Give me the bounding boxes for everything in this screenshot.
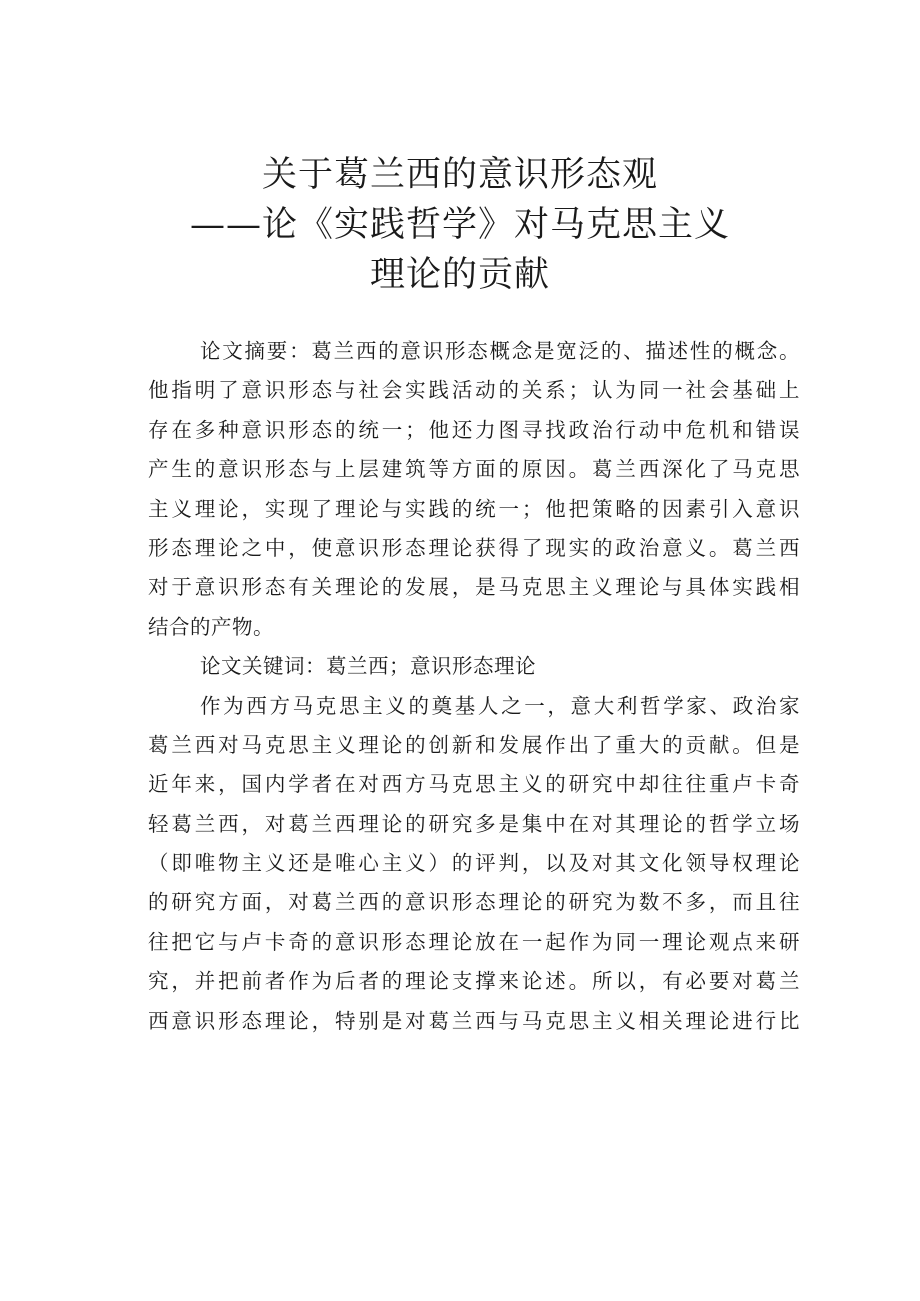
intro-line: 西意识形态理论，特别是对葛兰西与马克思主义相关理论进行比 bbox=[148, 1008, 800, 1033]
intro-line: 葛兰西对马克思主义理论的创新和发展作出了重大的贡献。但是 bbox=[148, 732, 800, 757]
intro-line: 往把它与卢卡奇的意识形态理论放在一起作为同一理论观点来研 bbox=[148, 929, 800, 954]
title-line-subtitle: ——论《实践哲学》对马克思主义 bbox=[189, 205, 730, 245]
abstract-line: 产生的意识形态与上层建筑等方面的原因。葛兰西深化了马克思 bbox=[148, 457, 800, 482]
title-line-subtitle-cont: 理论的贡献 bbox=[369, 255, 550, 295]
title-line-main: 关于葛兰西的意识形态观 bbox=[261, 155, 658, 195]
keywords-paragraph bbox=[148, 647, 800, 686]
abstract-line: 存在多种意识形态的统一；他还力图寻找政治行动中危机和错误 bbox=[148, 417, 800, 442]
abstract-line: 他指明了意识形态与社会实践活动的关系；认为同一社会基础上 bbox=[148, 378, 800, 403]
document-body bbox=[148, 332, 800, 1041]
intro-line: （即唯物主义还是唯心主义）的评判，以及对其文化领导权理论 bbox=[148, 851, 800, 876]
abstract-line: 论文摘要：葛兰西的意识形态概念是宽泛的、描述性的概念。 bbox=[200, 339, 800, 363]
intro-line: 作为西方马克思主义的奠基人之一，意大利哲学家、政治家 bbox=[200, 693, 800, 718]
intro-line: 的研究方面，对葛兰西的意识形态理论的研究为数不多，而且往 bbox=[148, 890, 800, 915]
document-title bbox=[0, 150, 920, 300]
abstract-paragraph bbox=[148, 332, 800, 647]
intro-paragraph bbox=[148, 687, 800, 1042]
abstract-line: 结合的产物。 bbox=[148, 614, 274, 639]
keywords-line: 论文关键词：葛兰西；意识形态理论 bbox=[200, 654, 536, 679]
intro-line: 轻葛兰西，对葛兰西理论的研究多是集中在对其理论的哲学立场 bbox=[148, 811, 800, 836]
intro-line: 究，并把前者作为后者的理论支撑来论述。所以，有必要对葛兰 bbox=[148, 969, 800, 994]
abstract-line: 对于意识形态有关理论的发展，是马克思主义理论与具体实践相 bbox=[148, 575, 800, 600]
abstract-line: 形态理论之中，使意识形态理论获得了现实的政治意义。葛兰西 bbox=[148, 535, 800, 560]
abstract-line: 主义理论，实现了理论与实践的统一；他把策略的因素引入意识 bbox=[148, 496, 800, 521]
intro-line: 近年来，国内学者在对西方马克思主义的研究中却往往重卢卡奇 bbox=[148, 772, 800, 797]
